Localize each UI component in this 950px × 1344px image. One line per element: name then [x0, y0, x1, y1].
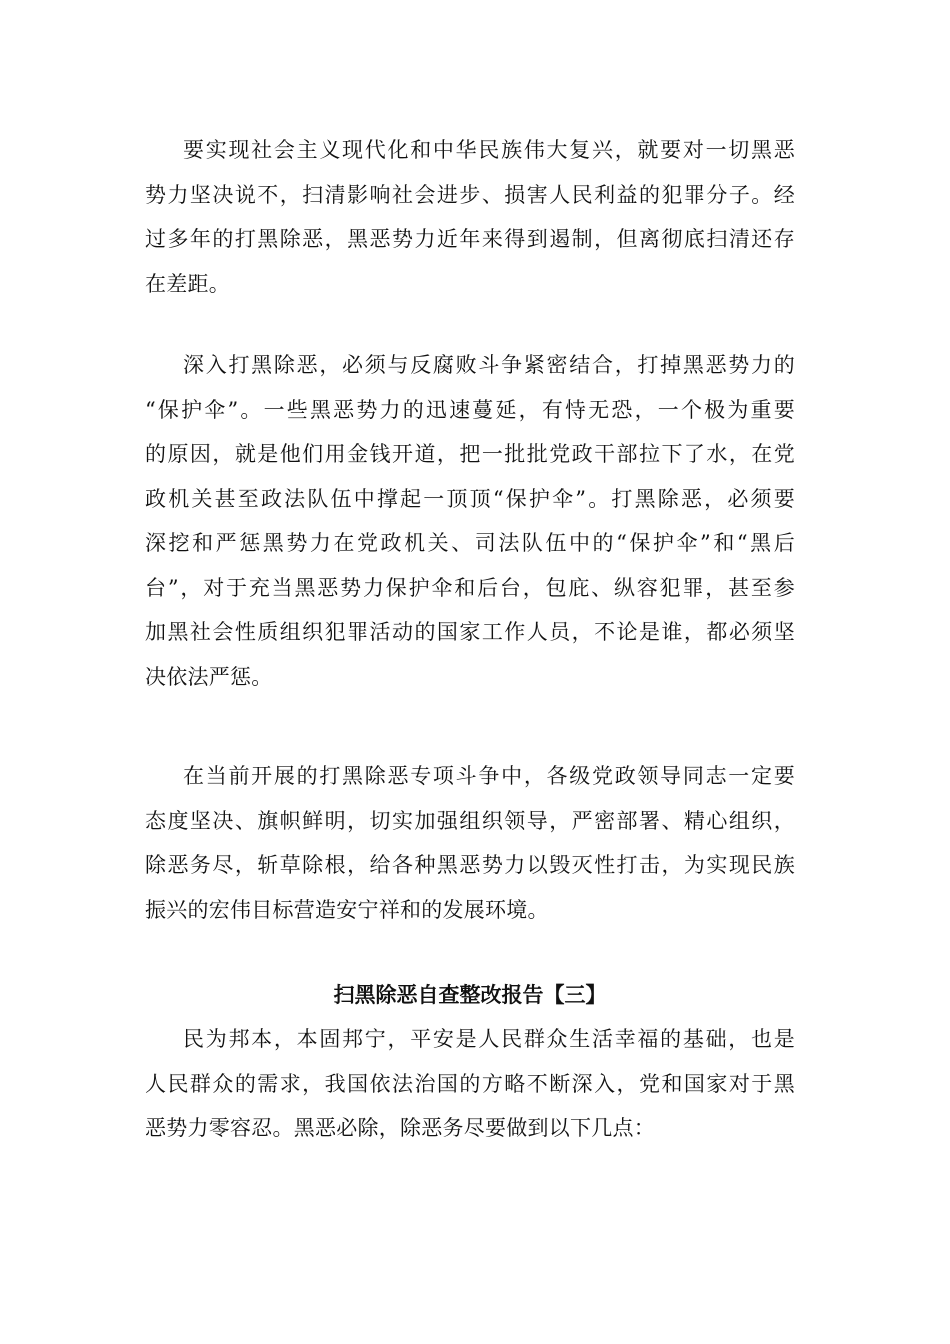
paragraph-line: 过多年的打黑除恶，黑恶势力近年来得到遏制，但离彻底扫清还存	[145, 227, 795, 251]
paragraph-line: 在差距。	[145, 271, 230, 296]
section-paragraph	[145, 1017, 795, 1151]
paragraph-line: 深入打黑除恶，必须与反腐败斗争紧密结合，打掉黑恶势力的	[183, 353, 795, 377]
paragraph-line: 台”，对于充当黑恶势力保护伞和后台，包庇、纵容犯罪，甚至参	[145, 575, 795, 600]
paragraph-line: 在当前开展的打黑除恶专项斗争中，各级党政领导同志一定要	[183, 764, 795, 788]
section-heading: 扫黑除恶自查整改报告【三】	[333, 983, 607, 1007]
paragraph-3	[145, 754, 795, 932]
paragraph-line: 势力坚决说不，扫清影响社会进步、损害人民利益的犯罪分子。经	[145, 182, 795, 207]
paragraph-line: 深挖和严惩黑势力在党政机关、司法队伍中的“保护伞”和“黑后	[145, 531, 795, 555]
paragraph-line: 人民群众的需求，我国依法治国的方略不断深入，党和国家对于黑	[145, 1071, 795, 1096]
paragraph-line: 的原因，就是他们用金钱开道，把一批批党政干部拉下了水，在党	[145, 442, 795, 466]
paragraph-line: “保护伞”。一些黑恶势力的迅速蔓延，有恃无恐，一个极为重要	[145, 397, 795, 422]
paragraph-line: 决依法严惩。	[145, 664, 273, 689]
paragraph-line: 要实现社会主义现代化和中华民族伟大复兴，就要对一切黑恶	[183, 138, 795, 162]
paragraph-line: 除恶务尽，斩草除根，给各种黑恶势力以毁灭性打击，为实现民族	[145, 853, 795, 877]
paragraph-1	[145, 128, 795, 306]
paragraph-line: 加黑社会性质组织犯罪活动的国家工作人员，不论是谁，都必须坚	[145, 620, 795, 644]
paragraph-line: 民为邦本，本固邦宁，平安是人民群众生活幸福的基础，也是	[183, 1027, 795, 1051]
paragraph-2	[145, 343, 795, 699]
paragraph-line: 恶势力零容忍。黑恶必除，除恶务尽要做到以下几点：	[145, 1116, 655, 1140]
paragraph-line: 振兴的宏伟目标营造安宁祥和的发展环境。	[145, 897, 549, 922]
paragraph-line: 态度坚决、旗帜鲜明，切实加强组织领导，严密部署、精心组织，	[145, 808, 795, 833]
paragraph-line: 政机关甚至政法队伍中撑起一顶顶“保护伞”。打黑除恶，必须要	[145, 486, 795, 511]
